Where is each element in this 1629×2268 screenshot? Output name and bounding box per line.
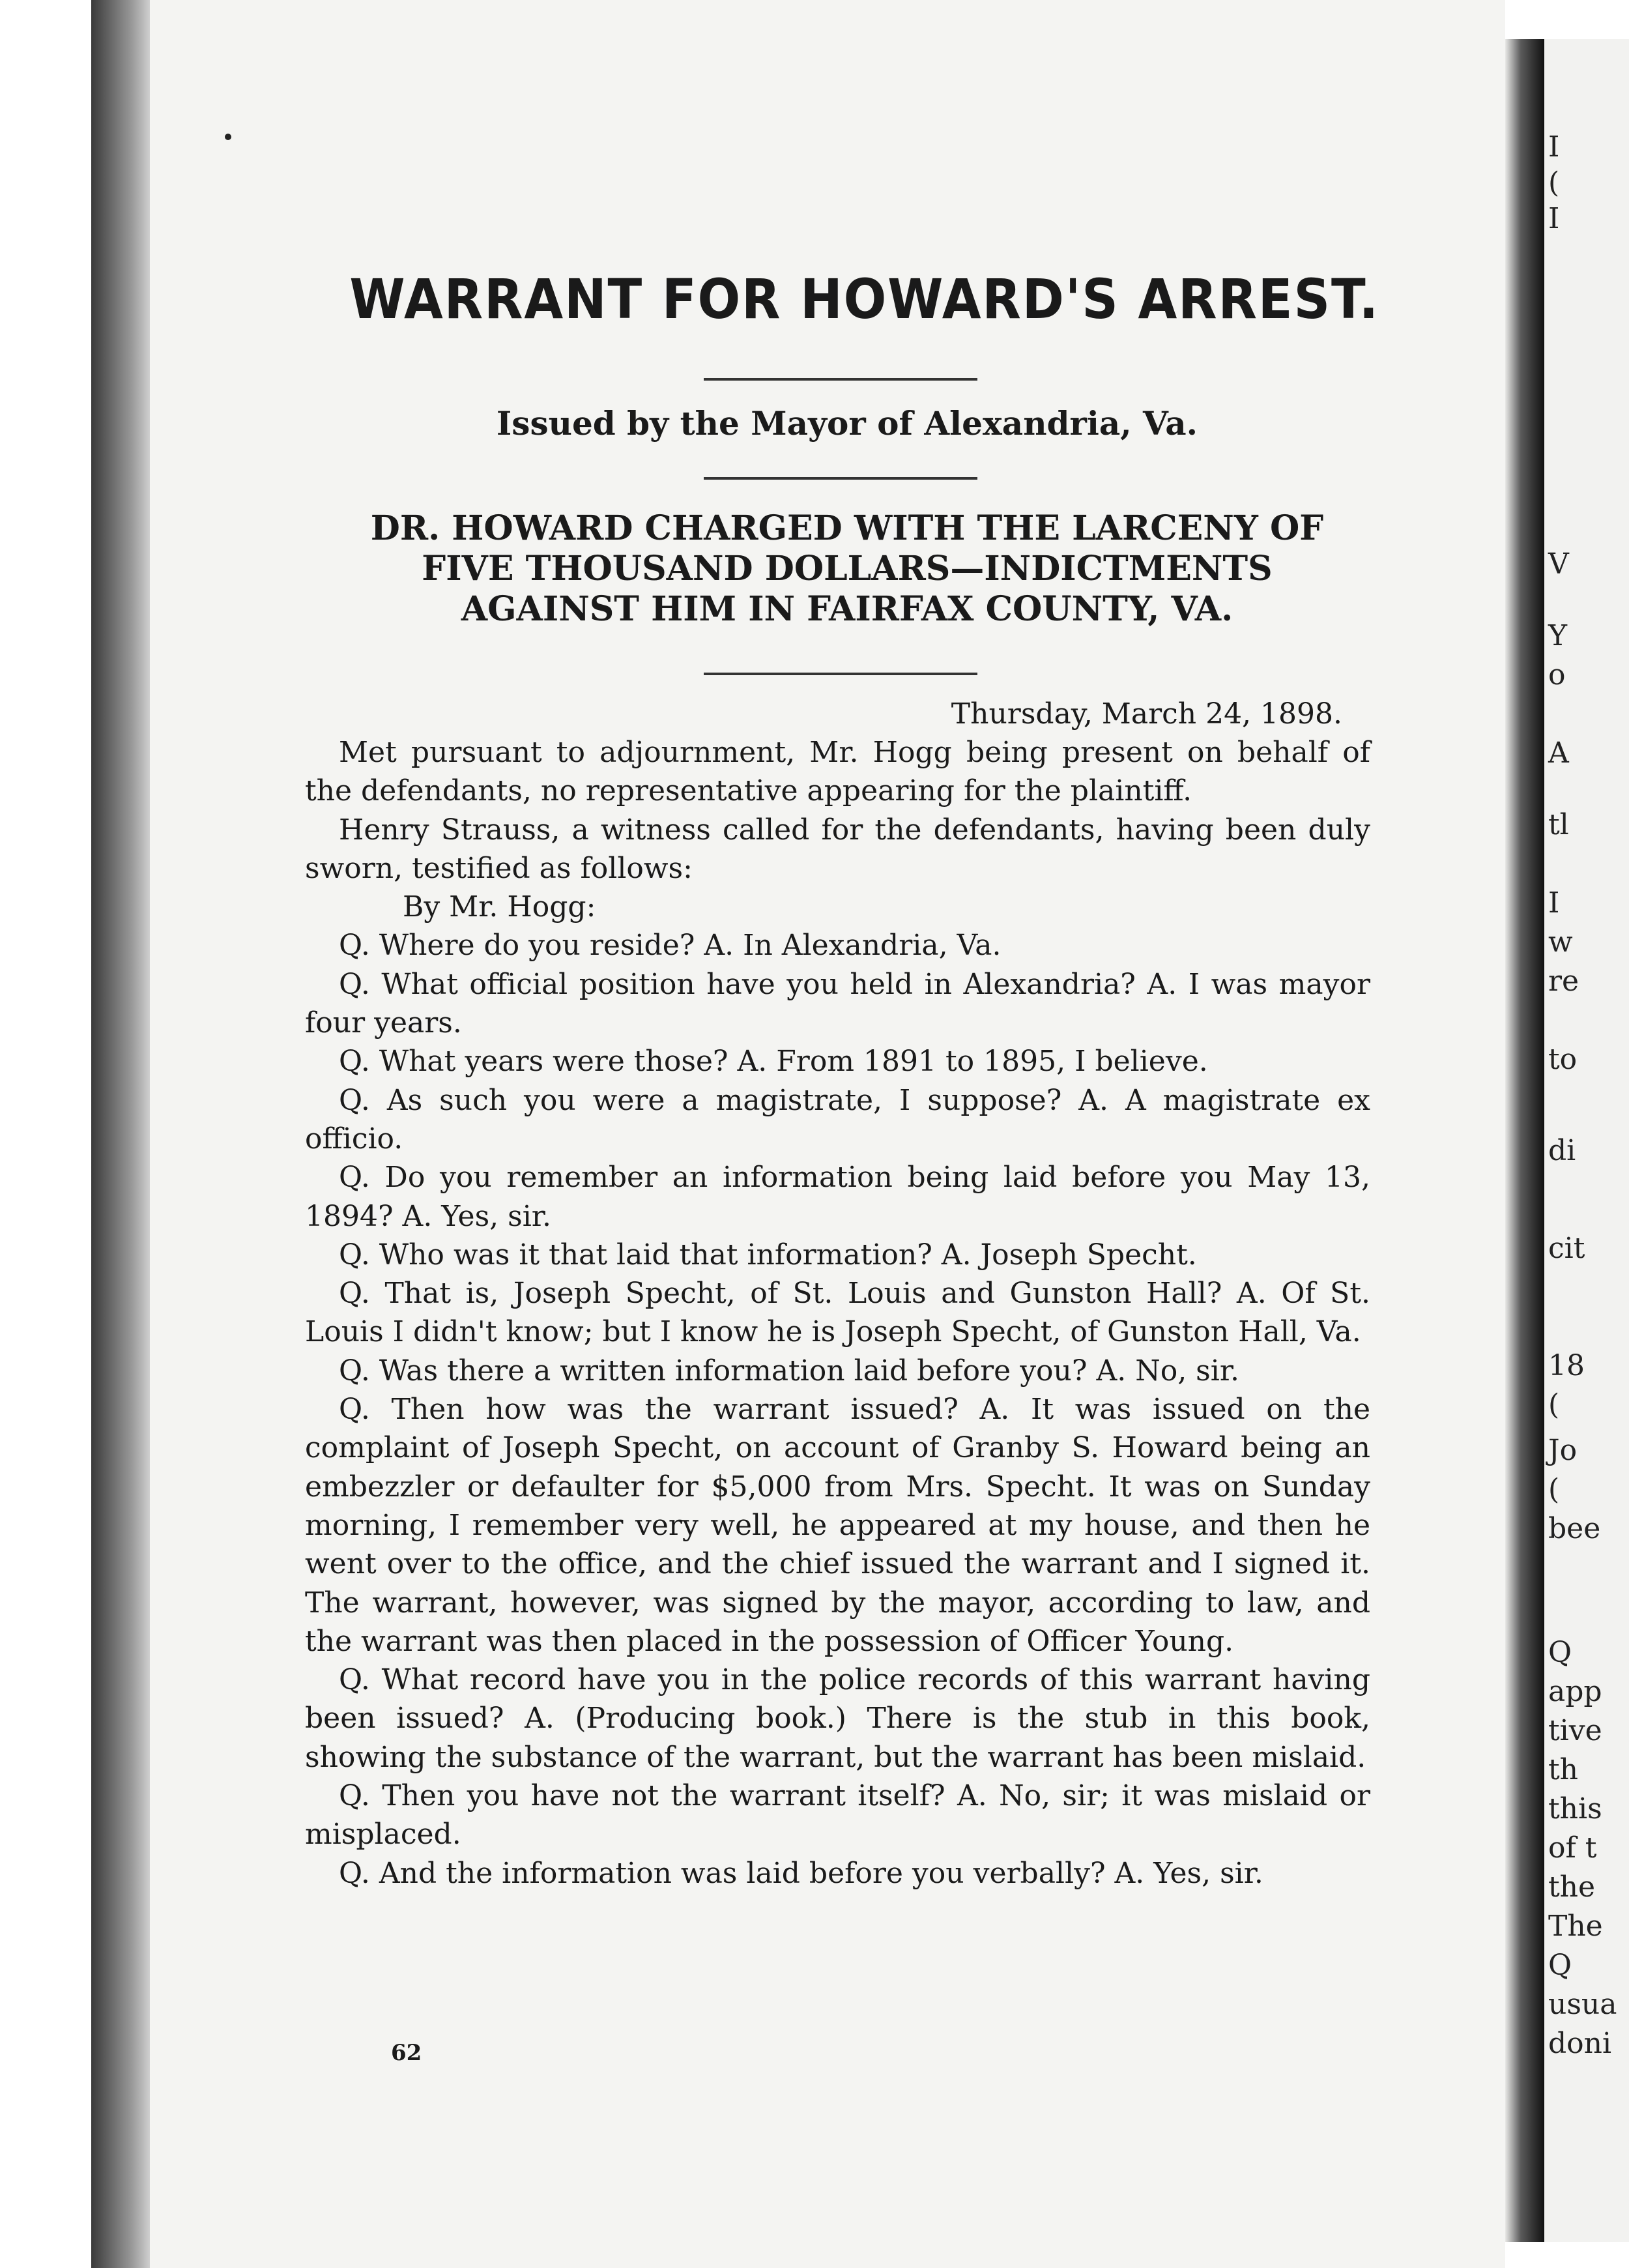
facing-page-fragment: usua xyxy=(1548,1988,1617,2021)
book-binding-left xyxy=(91,0,150,2268)
facing-page-fragment: I xyxy=(1548,886,1560,920)
facing-page-fragment: re xyxy=(1548,965,1579,998)
qa-paragraph: Q. What record have you in the police records of this warrant having been issued? A. (Producing book.) There is the stub in this book, showing the substance of the warrant, but the warrant has been mislaid. xyxy=(305,1663,1370,1774)
facing-page-fragment: th xyxy=(1548,1753,1579,1786)
facing-page-fragment: this xyxy=(1548,1792,1602,1825)
qa-paragraph: Q. What years were those? A. From 1891 to 1895, I believe. xyxy=(339,1045,1208,1079)
examiner-byline: By Mr. Hogg: xyxy=(403,890,596,924)
facing-page-fragment: to xyxy=(1548,1043,1578,1076)
qa-paragraph: Q. And the information was laid before you verbally? A. Yes, sir. xyxy=(339,1856,1263,1890)
headline xyxy=(306,508,1388,630)
facing-page-fragment: Y xyxy=(1548,619,1568,652)
headline-line: AGAINST HIM IN FAIRFAX COUNTY, VA. xyxy=(461,589,1233,629)
facing-page-fragment: I xyxy=(1548,130,1560,164)
qa-paragraph: Q. What official position have you held in Alexandria? A. I was mayor four years. xyxy=(305,967,1370,1040)
facing-page-fragment: cit xyxy=(1548,1232,1585,1265)
paragraph: Henry Strauss, a witness called for the defendants, having been duly sworn, testified as follows: xyxy=(305,813,1370,885)
facing-page-fragment: app xyxy=(1548,1675,1602,1708)
qa-paragraph: Q. Was there a written information laid before you? A. No, sir. xyxy=(339,1354,1240,1388)
facing-page-fragment: doni xyxy=(1548,2027,1612,2060)
divider-rule xyxy=(704,673,977,675)
facing-page-fragment: ( xyxy=(1548,1388,1560,1421)
facing-page-fragment: of t xyxy=(1548,1831,1597,1865)
facing-page-fragment: ( xyxy=(1548,1473,1560,1506)
page-title: WARRANT FOR HOWARD'S ARREST. xyxy=(349,267,1379,331)
dateline: Thursday, March 24, 1898. xyxy=(951,697,1342,731)
facing-page-fragment: Jo xyxy=(1548,1434,1578,1467)
facing-page-fragment: di xyxy=(1548,1134,1576,1167)
qa-paragraph: Q. Then you have not the warrant itself? A. No, sir; it was mislaid or misplaced. xyxy=(305,1779,1370,1852)
page-subtitle: Issued by the Mayor of Alexandria, Va. xyxy=(496,404,1198,443)
headline-line: DR. HOWARD CHARGED WITH THE LARCENY OF xyxy=(370,508,1324,548)
divider-rule xyxy=(704,477,977,480)
facing-page-fragment: o xyxy=(1548,658,1566,691)
facing-page-fragment: Q xyxy=(1548,1949,1572,1982)
ink-speck xyxy=(225,134,231,140)
testimony-body xyxy=(305,733,1370,1893)
facing-page-fragment: A xyxy=(1548,736,1569,770)
facing-page-fragment: I xyxy=(1548,202,1560,235)
facing-page-edge xyxy=(1544,39,1629,2242)
facing-page-fragment: Q xyxy=(1548,1636,1572,1669)
page-number: 62 xyxy=(391,2040,422,2066)
divider-rule xyxy=(704,378,977,381)
qa-paragraph: Q. Do you remember an information being laid before you May 13, 1894? A. Yes, sir. xyxy=(305,1161,1370,1233)
qa-paragraph: Q. That is, Joseph Specht, of St. Louis and Gunston Hall? A. Of St. Louis I didn't know; but I know he is Joseph Specht, of Gunston Hall, Va. xyxy=(305,1277,1370,1349)
book-gutter xyxy=(1505,39,1544,2242)
facing-page-fragment: The xyxy=(1548,1910,1603,1943)
qa-paragraph: Q. Then how was the warrant issued? A. It was issued on the complaint of Joseph Specht, on account of Granby S. Howard being an embezzler or defaulter for $5,000 from Mrs. Specht. It was on Sunday morning, I remember very well, he appeared at my house, and then he went over to the office, and the chief issued the warrant and I signed it. The warrant, however, was signed by the mayor, according to law, and the warrant was then placed in the possession of Officer Young. xyxy=(305,1393,1370,1658)
facing-page-fragment: the xyxy=(1548,1870,1596,1904)
qa-paragraph: Q. Who was it that laid that information? A. Joseph Specht. xyxy=(339,1238,1197,1272)
facing-page-fragment: tive xyxy=(1548,1714,1602,1747)
qa-paragraph: Q. Where do you reside? A. In Alexandria, Va. xyxy=(339,929,1002,963)
facing-page-fragment: 18 xyxy=(1548,1349,1585,1382)
facing-page-fragment: V xyxy=(1548,547,1569,581)
facing-page-fragment: ( xyxy=(1548,166,1560,199)
facing-page-fragment: bee xyxy=(1548,1512,1601,1545)
facing-page-fragment: w xyxy=(1548,925,1573,959)
facing-page-fragment: tl xyxy=(1548,808,1569,841)
qa-paragraph: Q. As such you were a magistrate, I suppose? A. A magistrate ex officio. xyxy=(305,1083,1370,1156)
headline-line: FIVE THOUSAND DOLLARS—INDICTMENTS xyxy=(422,549,1273,589)
paragraph: Met pursuant to adjournment, Mr. Hogg being present on behalf of the defendants, no representative appearing for the plaintiff. xyxy=(305,736,1370,808)
